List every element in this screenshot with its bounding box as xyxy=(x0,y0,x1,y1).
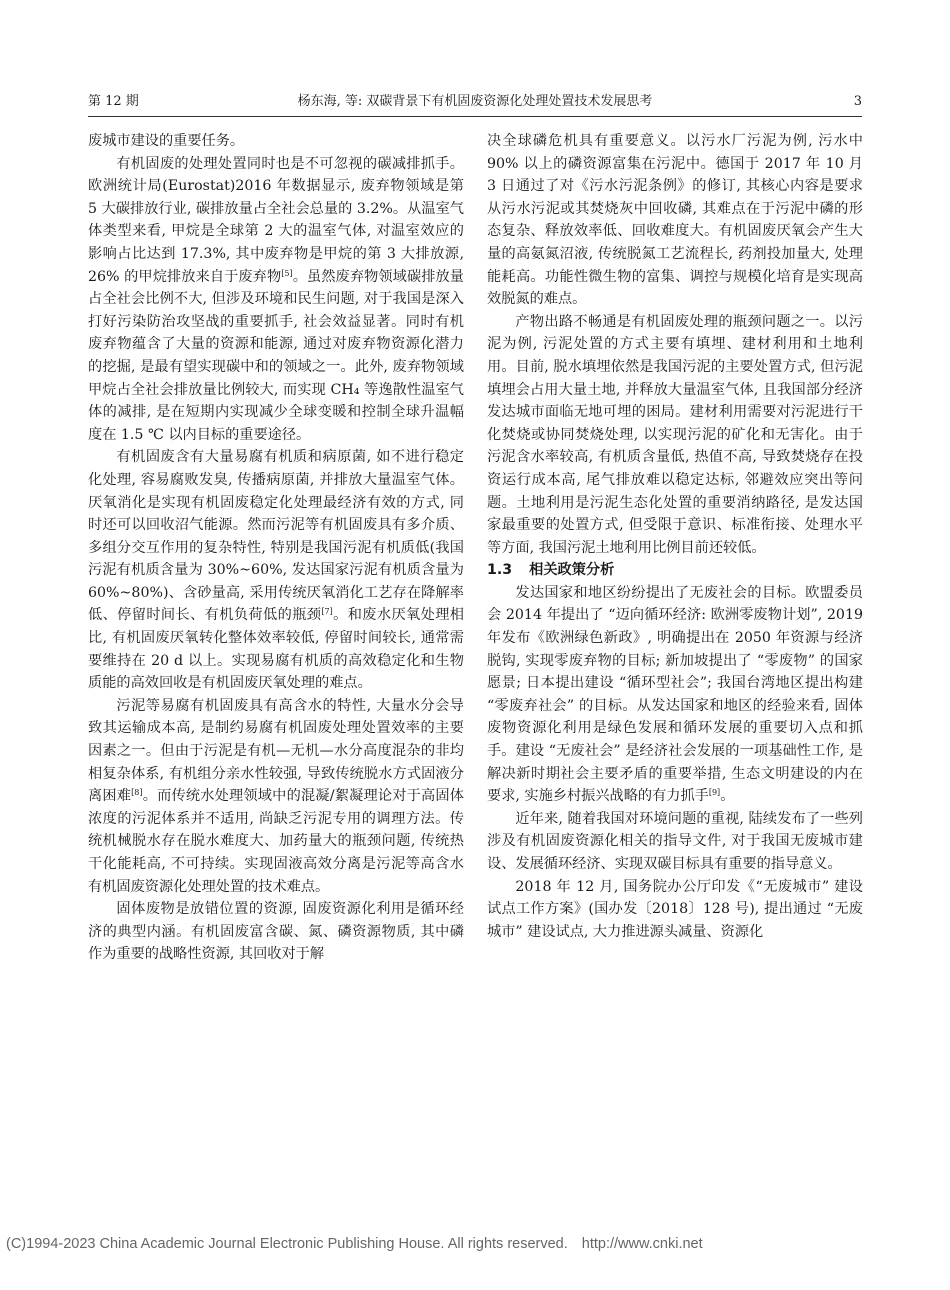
copyright-text: (C)1994-2023 China Academic Journal Electronic Publishing House. All rights reserved. xyxy=(6,1236,568,1252)
paragraph xyxy=(487,582,863,808)
paragraph-text: 。和废水厌氧处理相比, 有机固废厌氧转化整体效率较低, 停留时间较长, 通常需要维持在 20 d 以上。实现易腐有机质的高效稳定化和生物质能的高效回收是有机固废厌氧处理的难点。 xyxy=(88,607,464,692)
citation-ref: [8] xyxy=(131,788,143,798)
section-heading xyxy=(487,559,863,582)
paragraph: 废城市建设的重要任务。 xyxy=(88,133,245,149)
section-title: 相关政策分析 xyxy=(529,562,615,579)
copyright-footer xyxy=(6,1236,703,1252)
paragraph-text: 发达国家和地区纷纷提出了无废社会的目标。欧盟委员会 2014 年提出了 “迈向循环经济: 欧洲零废物计划”, 2019 年发布《欧洲绿色新政》, 明确提出在 2050 年资源与经济脱钩, 实现零废弃物的目标; 新加坡提出了 “零废物” 的国家愿景; 日本提出建设 “循环型社会”; 我国台湾地区提出构建 “零废弃社会” 的目标。从发达国家和地区的经验来看, 固体废物资源化利用是绿色发展和循环发展的重要切入点和抓手。建设 “无废社会” 是经济社会发展的一项基础性工作, 是解决新时期社会主要矛盾的重要举措, 生态文明建设的内在要求, 实施乡村振兴战略的有力抓手 xyxy=(487,584,863,805)
citation-ref: [7] xyxy=(321,607,333,617)
citation-ref: [9] xyxy=(708,788,721,798)
paragraph-text: 有机固废的处理处置同时也是不可忽视的碳减排抓手。欧洲统计局(Eurostat)2016 年数据显示, 废弃物领域是第 5 大碳排放行业, 碳排放量占全社会总量的 3.2%。从温室气体类型来看, 甲烷是全球第 2 大的温室气体, 对温室效应的影响占比达到 17.3%, 其中废弃物是甲烷的第 3 大排放源, 26% 的甲烷排放来自于废弃物 xyxy=(88,155,464,285)
paragraph: 近年来, 随着我国对环境问题的重视, 陆续发布了一些列涉及有机固废资源化相关的指导文件, 对于我国无废城市建设、发展循环经济、实现双碳目标具有重要的指导意义。 xyxy=(487,810,863,872)
running-header xyxy=(88,92,862,117)
right-column xyxy=(487,130,863,943)
citation-ref: [5] xyxy=(281,268,293,278)
paragraph: 决全球磷危机具有重要意义。以污水厂污泥为例, 污水中 90% 以上的磷资源富集在污泥中。德国于 2017 年 10 月 3 日通过了对《污水污泥条例》的修订, 其核心内容是要求从污水污泥或其焚烧灰中回收磷, 其难点在于污泥中磷的形态复杂、释放效率低、回收难度大。有机固废厌氧会产生大量的高氨氮沼液, 传统脱氮工艺流程长, 药剂投加量大, 处理能耗高。功能性微生物的富集、调控与规模化培育是实现高效脱氮的难点。 xyxy=(487,133,863,308)
paragraph xyxy=(88,153,464,447)
paragraph-text: 。而传统水处理领域中的混凝/絮凝理论对于高固体浓度的污泥体系并不适用, 尚缺乏污泥专用的调理方法。传统机械脱水存在脱水难度大、加药量大的瓶颈问题, 传统热干化能耗高, 不可持续。实现固液高效分离是污泥等高含水有机固废资源化处理处置的技术难点。 xyxy=(88,788,464,895)
footer-url-link[interactable]: http://www.cnki.net xyxy=(581,1236,703,1252)
issue-label: 第 12 期 xyxy=(88,94,139,109)
paragraph: 产物出路不畅通是有机固废处理的瓶颈问题之一。以污泥为例, 污泥处置的方式主要有填埋、建材利用和土地利用。目前, 脱水填埋依然是我国污泥的主要处置方式, 但污泥填埋会占用大量土地, 并释放大量温室气体, 且我国部分经济发达城市面临无地可埋的困局。建材利用需要对污泥进行干化焚烧或协同焚烧处理, 以实现污泥的矿化和无害化。由于污泥含水率较高, 有机质含量低, 热值不高, 导致焚烧存在投资运行成本高, 尾气排放难以稳定达标, 邻避效应突出等问题。土地利用是污泥生态化处置的重要消纳路径, 是发达国家最重要的处置方式, 但受限于意识、标准衔接、处理水平等方面, 我国污泥土地利用比例目前还较低。 xyxy=(487,313,863,556)
paragraph-text: 污泥等易腐有机固废具有高含水的特性, 大量水分会导致其运输成本高, 是制约易腐有机固废处理处置效率的主要因素之一。但由于污泥是有机—无机—水分高度混杂的非均相复杂体系, 有机组分亲水性较强, 导致传统脱水方式固液分离困难 xyxy=(88,697,464,805)
paragraph: 2018 年 12 月, 国务院办公厅印发《“无废城市” 建设试点工作方案》(国办发〔2018〕128 号), 提出通过 “无废城市” 建设试点, 大力推进源头减量、资源化 xyxy=(487,878,863,940)
running-title: 杨东海, 等: 双碳背景下有机固废资源化处理处置技术发展思考 xyxy=(297,94,653,109)
paragraph-text: 。虽然废弃物领域碳排放量占全社会比例不大, 但涉及环境和民生问题, 对于我国是深入打好污染防治攻坚战的重要抓手, 社会效益显著。同时有机废弃物蕴含了大量的资源和能源, 通过对废弃物资源化潜力的挖掘, 是最有望实现碳中和的领域之一。此外, 废弃物领域甲烷占全社会排放量比例较大, 而实现 CH₄ 等逸散性温室气体的减排, 是在短期内实现减少全球变暖和控制全球升温幅度在 1.5 ℃ 以内目标的重要途径。 xyxy=(88,268,464,443)
paragraph-text: 有机固废含有大量易腐有机质和病原菌, 如不进行稳定化处理, 容易腐败发臭, 传播病原菌, 并排放大量温室气体。厌氧消化是实现有机固废稳定化处理最经济有效的方式, 同时还可以回收沼气能源。然而污泥等有机固废具有多介质、多组分交互作用的复杂特性, 特别是我国污泥有机质低(我国污泥有机质含量为 30%~60%, 发达国家污泥有机质含量为 60%~80%)、含砂量高, 采用传统厌氧消化工艺存在降解率低、停留时间长、有机负荷低的瓶颈 xyxy=(88,449,464,624)
page-number: 3 xyxy=(853,94,862,109)
paragraph xyxy=(88,695,464,898)
paragraph: 固体废物是放错位置的资源, 固废资源化利用是循环经济的典型内涵。有机固废富含碳、氮、磷资源物质, 其中磷作为重要的战略性资源, 其回收对于解 xyxy=(88,901,464,963)
left-column xyxy=(88,130,464,966)
paragraph xyxy=(88,446,464,695)
paragraph-text: 。 xyxy=(720,788,735,805)
section-number: 1.3 xyxy=(487,562,513,579)
